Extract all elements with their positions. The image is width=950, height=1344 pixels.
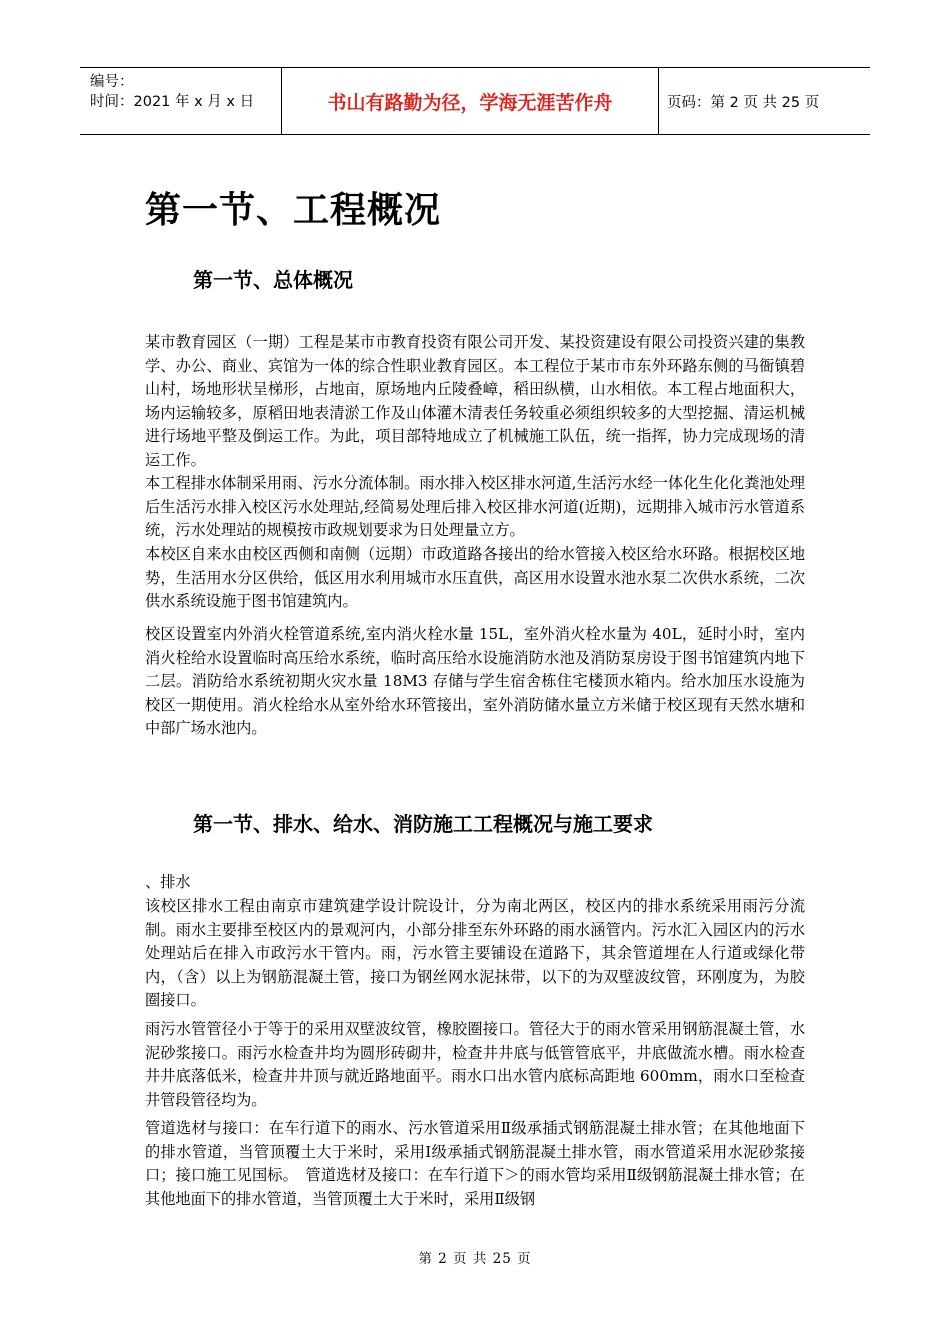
header-motto: 书山有路勤为径，学海无涯苦作舟	[282, 68, 659, 134]
section2-paragraph-2: 雨污水管管径小于等于的采用双壁波纹管，橡胶圈接口。管径大于的雨水管采用钢筋混凝土管，水泥砂浆接口。雨污水检查井均为圆形砖砌井，检查井井底与低管管底平，井底做流水槽。雨水检查井井底落低米，检查井井顶与就近路地面平。雨水口出水管内底标高距地 600mm，雨水口至检查井管段管径均为。	[145, 1020, 805, 1109]
section1-paragraph-1: 某市教育园区（一期）工程是某市市教育投资有限公司开发、某投资建设有限公司投资兴建的集教学、办公、商业、宾馆为一体的综合性职业教育园区。本工程位于某市市东外环路东侧的马衙镇碧山村，场地形状呈梯形，占地亩，原场地内丘陵叠嶂，稻田纵横，山水相依。本工程占地面积大，场内运输较多，原稻田地表清淤工作及山体灌木清表任务较重必须组织较多的大型挖掘、清运机械进行场地平整及倒运工作。为此，项目部特地成立了机械施工队伍，统一指挥，协力完成现场的清运工作。	[145, 333, 805, 469]
document-title: 第一节、工程概况	[145, 190, 442, 231]
section2-subheading: 、排水	[145, 873, 191, 891]
section2-paragraph-3: 管道选材与接口：在车行道下的雨水、污水管道采用Ⅱ级承插式钢筋混凝土排水管；在其他地面下的排水管道，当管顶覆土大于米时，采用Ⅰ级承插式钢筋混凝土排水管，雨水管道采用水泥砂浆接口；接口施工见国标。 管道选材及接口：在车行道下＞的雨水管均采用Ⅱ级钢筋混凝土排水管；在其他地面下的排水管道，当管顶覆土大于米时，采用Ⅱ级钢	[145, 1119, 805, 1208]
page-header	[80, 67, 870, 135]
section1-paragraph-4: 校区设置室内外消火栓管道系统,室内消火栓水量 15L，室外消火栓水量为 40L，延时小时，室内消火栓给水设置临时高压给水系统，临时高压给水设施消防水池及消防泵房设于图书馆建筑内地下二层。消防给水系统初期火灾水量 18M3 存储与学生宿舍栋住宅楼顶水箱内。给水加压水设施为校区一期使用。消火栓给水从室外给水环管接出，室外消防储水量立方米储于校区现有天然水塘和中部广场水池内。	[145, 625, 805, 737]
section1-paragraph-2: 本工程排水体制采用雨、污水分流体制。雨水排入校区排水河道,生活污水经一体化生化化粪池处理后生活污水排入校区污水处理站,经简易处理后排入校区排水河道(近期)，远期排入城市污水管道系统，污水处理站的规模按市政规划要求为日处理量立方。	[145, 474, 805, 539]
page-footer: 第 2 页 共 25 页	[418, 1251, 532, 1267]
section1-paragraph-3: 本校区自来水由校区西侧和南侧（远期）市政道路各接出的给水管接入校区给水环路。根据校区地势，生活用水分区供给，低区用水利用城市水压直供，高区用水设置水池水泵二次供水系统，二次供水系统设施于图书馆建筑内。	[145, 545, 805, 610]
section1-heading: 第一节、总体概况	[193, 268, 353, 292]
document-time-label: 时间：2021 年 x 月 x 日	[90, 94, 255, 110]
document-number-label: 编号：	[90, 74, 134, 90]
header-meta	[80, 68, 282, 134]
section2-paragraph-1: 该校区排水工程由南京市建筑建学设计院设计，分为南北两区，校区内的排水系统采用雨污分流制。雨水主要排至校区内的景观河内，小部分排至东外环路的雨水涵管内。污水汇入园区内的污水处理站后在排入市政污水干管内。雨，污水管主要铺设在道路下，其余管道埋在人行道或绿化带内，（含）以上为钢筋混凝土管，接口为钢丝网水泥抹带，以下的为双壁波纹管，环刚度为，为胶圈接口。	[145, 897, 805, 1009]
section2-heading: 第一节、排水、给水、消防施工工程概况与施工要求	[193, 812, 653, 836]
header-page-label: 页码：第 2 页 共 25 页	[667, 94, 820, 111]
